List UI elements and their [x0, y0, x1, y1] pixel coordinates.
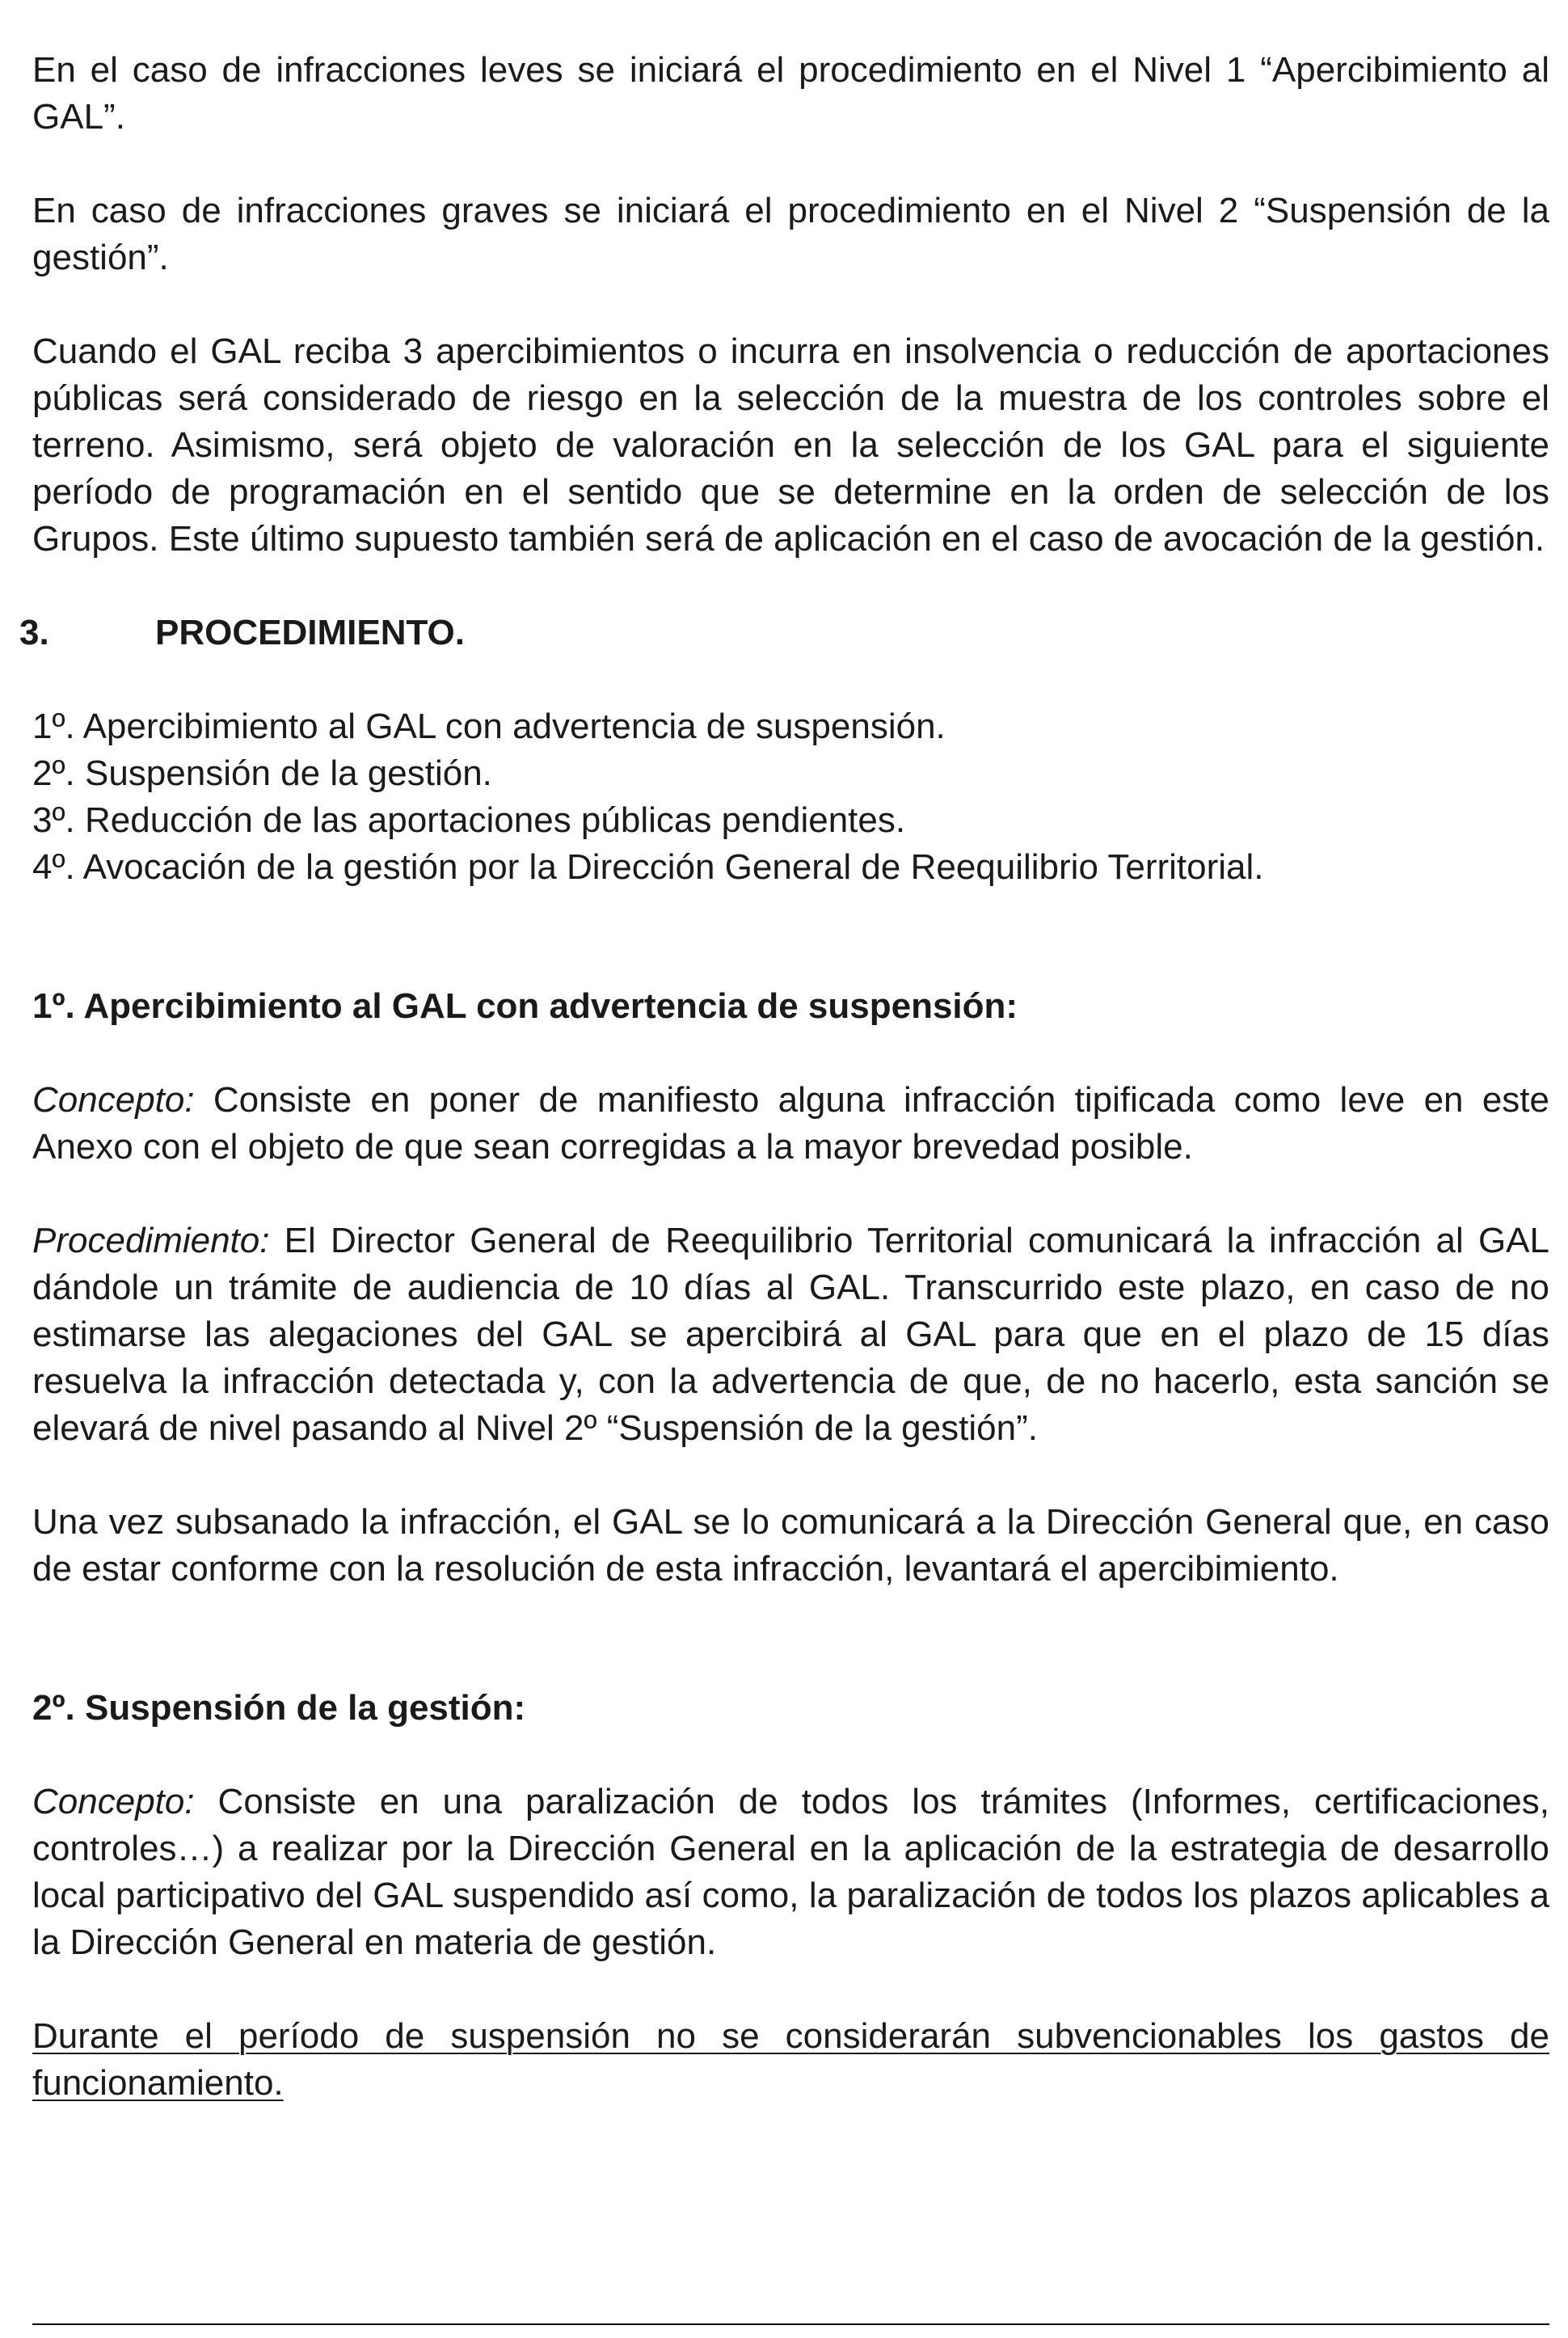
concepto-text: Consiste en poner de manifiesto alguna infracción tipificada como leve en este Anexo con el objeto de que sean corregidas a la mayor brevedad posible. [32, 1080, 1549, 1167]
level2-concepto [32, 1779, 1549, 1966]
procedimiento-text: El Director General de Reequilibrio Territorial comunicará la infracción al GAL dándole un trámite de audiencia de 10 días al GAL. Transcurrido este plazo, en caso de no estimarse las alegaciones del GAL se apercibirá al GAL para que en el plazo de 15 días resuelva la infracción detectada y, con la advertencia de que, de no hacerlo, esta sanción se elevará de nivel pasando al Nivel 2º “Suspensión de la gestión”. [32, 1221, 1549, 1448]
section-number: 3. [19, 613, 49, 652]
list-item: 2º. Suspensión de la gestión. [32, 753, 492, 793]
concepto-text: Consiste en una paralización de todos los trámites (Informes, certificaciones, controles…) a realizar por la Dirección General en la aplicación de la estrategia de desarrollo local participativo del GAL suspendido así como, la paralización de todos los plazos aplicables a la Dirección General en materia de gestión. [32, 1782, 1549, 1962]
concepto-label: Concepto: [32, 1782, 195, 1821]
paragraph-infracciones-leves: En el caso de infracciones leves se iniciará el procedimiento en el Nivel 1 “Apercibimiento al GAL”. [32, 50, 1549, 137]
concepto-label: Concepto: [32, 1080, 195, 1120]
list-item: 3º. Reducción de las aportaciones públicas pendientes. [32, 800, 906, 840]
paragraph-riesgo: Cuando el GAL reciba 3 apercibimientos o incurra en insolvencia o reducción de aportaciones públicas será considerado de riesgo en la selección de la muestra de los controles sobre el terreno. Asimismo, será objeto de valoración en la selección de los GAL para el siguiente período de programación en el sentido que se determine en la orden de selección de los Grupos. Este último supuesto también será de aplicación en el caso de avocación de la gestión. [32, 331, 1549, 559]
list-item: 1º. Apercibimiento al GAL con advertencia de suspensión. [32, 707, 946, 746]
footer-divider [32, 2323, 1549, 2325]
steps-list [32, 703, 1549, 891]
procedimiento-label: Procedimiento: [32, 1221, 270, 1260]
level1-procedimiento [32, 1218, 1549, 1452]
level1-subsanado: Una vez subsanado la infracción, el GAL se lo comunicará a la Dirección General que, en caso de estar conforme con la resolución de esta infracción, levantará el apercibimiento. [32, 1502, 1549, 1589]
section-heading-procedimiento [19, 610, 1536, 656]
list-item: 4º. Avocación de la gestión por la Dirección General de Reequilibrio Territorial. [32, 847, 1264, 887]
document-page [19, 47, 1549, 2107]
level2-underlined-note: Durante el período de suspensión no se considerarán subvencionables los gastos de funcionamiento. [32, 2016, 1549, 2103]
section-title: PROCEDIMIENTO. [155, 613, 466, 652]
level1-concepto [32, 1077, 1549, 1171]
level2-heading: 2º. Suspensión de la gestión: [32, 1688, 526, 1728]
level1-heading: 1º. Apercibimiento al GAL con advertencia de suspensión: [32, 986, 1018, 1026]
paragraph-infracciones-graves: En caso de infracciones graves se iniciará el procedimiento en el Nivel 2 “Suspensión de la gestión”. [32, 191, 1549, 277]
